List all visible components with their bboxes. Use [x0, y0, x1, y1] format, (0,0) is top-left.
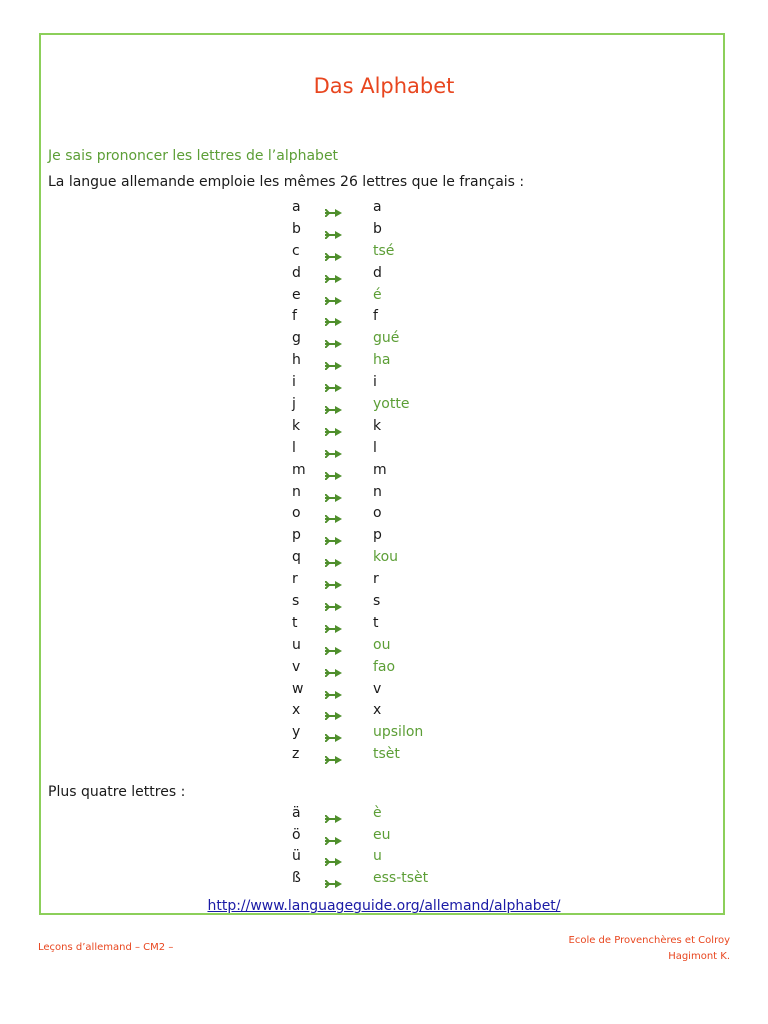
letter-row: [0, 869, 768, 891]
double-arrow-right-icon: [325, 468, 343, 484]
double-arrow-right-icon: [325, 665, 343, 681]
pronunciation: eu: [373, 826, 391, 843]
letter: x: [292, 702, 301, 719]
letter-row: [0, 461, 768, 483]
footer-school: Ecole de Provenchères et Colroy: [568, 935, 730, 946]
double-arrow-right-icon: [325, 621, 343, 637]
footer-author: Hagimont K.: [668, 951, 730, 962]
letter: ö: [292, 826, 301, 843]
double-arrow-right-icon: [325, 687, 343, 703]
pronunciation: r: [373, 571, 379, 588]
letter-row: [0, 723, 768, 745]
pronunciation: u: [373, 848, 382, 864]
letter: y: [292, 724, 301, 741]
letter-row: [0, 351, 768, 373]
pronunciation: upsilon: [373, 724, 424, 741]
intro-text: La langue allemande emploie les mêmes 26 lettres que le français :: [48, 174, 525, 190]
letter-row: [0, 264, 768, 286]
pronunciation: s: [373, 593, 381, 610]
double-arrow-right-icon: [325, 730, 343, 746]
letter: n: [292, 483, 301, 500]
letter-row: [0, 483, 768, 505]
pronunciation: tsèt: [373, 746, 400, 763]
double-arrow-right-icon: [325, 271, 343, 287]
letter-row: [0, 658, 768, 680]
letter-row: [0, 286, 768, 308]
letter-row: [0, 526, 768, 548]
pronunciation: t: [373, 614, 379, 631]
pronunciation: è: [373, 805, 382, 821]
double-arrow-right-icon: [325, 336, 343, 352]
letter: m: [292, 461, 306, 478]
letter: c: [292, 242, 300, 259]
pronunciation: x: [373, 702, 382, 719]
letter-row: [0, 680, 768, 702]
letter-row: [0, 220, 768, 242]
letter: ß: [292, 869, 301, 886]
pronunciation: k: [373, 417, 382, 434]
letter-row: [0, 417, 768, 439]
pronunciation: d: [373, 264, 382, 281]
letter-row: [0, 614, 768, 636]
pronunciation: a: [373, 199, 382, 215]
letter: h: [292, 352, 301, 369]
letter: b: [292, 220, 301, 237]
pronunciation: fao: [373, 658, 396, 675]
extra-letters-list: [0, 804, 768, 890]
pronunciation: o: [373, 505, 382, 522]
letter: ä: [292, 805, 301, 821]
letter-row: [0, 570, 768, 592]
alphabet-list: [0, 198, 768, 767]
letter-row: [0, 826, 768, 848]
plus-letters-text: Plus quatre lettres :: [48, 784, 186, 800]
letter-row: [0, 439, 768, 461]
letter: a: [292, 199, 301, 215]
pronunciation: tsé: [373, 242, 395, 259]
letter-row: [0, 745, 768, 767]
pronunciation: yotte: [373, 396, 410, 413]
letter-row: [0, 592, 768, 614]
letter-row: [0, 373, 768, 395]
pronunciation: ess-tsèt: [373, 869, 429, 886]
letter: l: [292, 439, 296, 456]
letter: r: [292, 571, 298, 588]
pronunciation: m: [373, 461, 387, 478]
letter-row: [0, 329, 768, 351]
double-arrow-right-icon: [325, 490, 343, 506]
double-arrow-right-icon: [325, 599, 343, 615]
letter: d: [292, 264, 301, 281]
pronunciation: ou: [373, 636, 391, 653]
letter: q: [292, 549, 301, 566]
double-arrow-right-icon: [325, 446, 343, 462]
double-arrow-right-icon: [325, 249, 343, 265]
footer-left-text: Leçons d’allemand – CM2 –: [38, 942, 174, 953]
double-arrow-right-icon: [325, 876, 343, 892]
pronunciation: n: [373, 483, 382, 500]
letter-row: [0, 636, 768, 658]
section-subtitle: Je sais prononcer les lettres de l’alphabet: [48, 148, 339, 164]
languageguide-link[interactable]: http://www.languageguide.org/allemand/alphabet/: [207, 898, 561, 914]
letter: o: [292, 505, 301, 522]
pronunciation: b: [373, 220, 382, 237]
pronunciation: f: [373, 308, 378, 325]
letter: u: [292, 636, 301, 653]
double-arrow-right-icon: [325, 424, 343, 440]
double-arrow-right-icon: [325, 577, 343, 593]
letter-row: [0, 504, 768, 526]
pronunciation: l: [373, 439, 377, 456]
pronunciation: kou: [373, 549, 399, 566]
letter-row: [0, 198, 768, 220]
double-arrow-right-icon: [325, 358, 343, 374]
letter-row: [0, 307, 768, 329]
double-arrow-right-icon: [325, 205, 343, 221]
letter: k: [292, 417, 301, 434]
letter-row: [0, 847, 768, 869]
double-arrow-right-icon: [325, 314, 343, 330]
pronunciation: p: [373, 527, 382, 544]
letter: e: [292, 286, 301, 303]
double-arrow-right-icon: [325, 752, 343, 768]
double-arrow-right-icon: [325, 511, 343, 527]
footer-right: [569, 933, 730, 965]
pronunciation: ha: [373, 352, 391, 369]
double-arrow-right-icon: [325, 293, 343, 309]
double-arrow-right-icon: [325, 555, 343, 571]
double-arrow-right-icon: [325, 380, 343, 396]
letter: f: [292, 308, 297, 325]
letter-row: [0, 548, 768, 570]
letter-row: [0, 701, 768, 723]
pronunciation: é: [373, 286, 382, 303]
pronunciation: v: [373, 680, 382, 697]
double-arrow-right-icon: [325, 708, 343, 724]
letter: w: [292, 680, 304, 697]
letter: v: [292, 658, 301, 675]
letter: i: [292, 374, 296, 391]
pronunciation: i: [373, 374, 377, 391]
letter-row: [0, 242, 768, 264]
letter: s: [292, 593, 300, 610]
letter: ü: [292, 848, 301, 864]
double-arrow-right-icon: [325, 643, 343, 659]
double-arrow-right-icon: [325, 402, 343, 418]
letter: z: [292, 746, 300, 763]
letter-row: [0, 804, 768, 826]
letter-row: [0, 395, 768, 417]
pronunciation: gué: [373, 330, 400, 347]
letter: j: [292, 396, 296, 413]
double-arrow-right-icon: [325, 533, 343, 549]
letter: t: [292, 614, 298, 631]
page-title: Das Alphabet: [313, 74, 455, 98]
letter: p: [292, 527, 301, 544]
double-arrow-right-icon: [325, 227, 343, 243]
letter: g: [292, 330, 301, 347]
